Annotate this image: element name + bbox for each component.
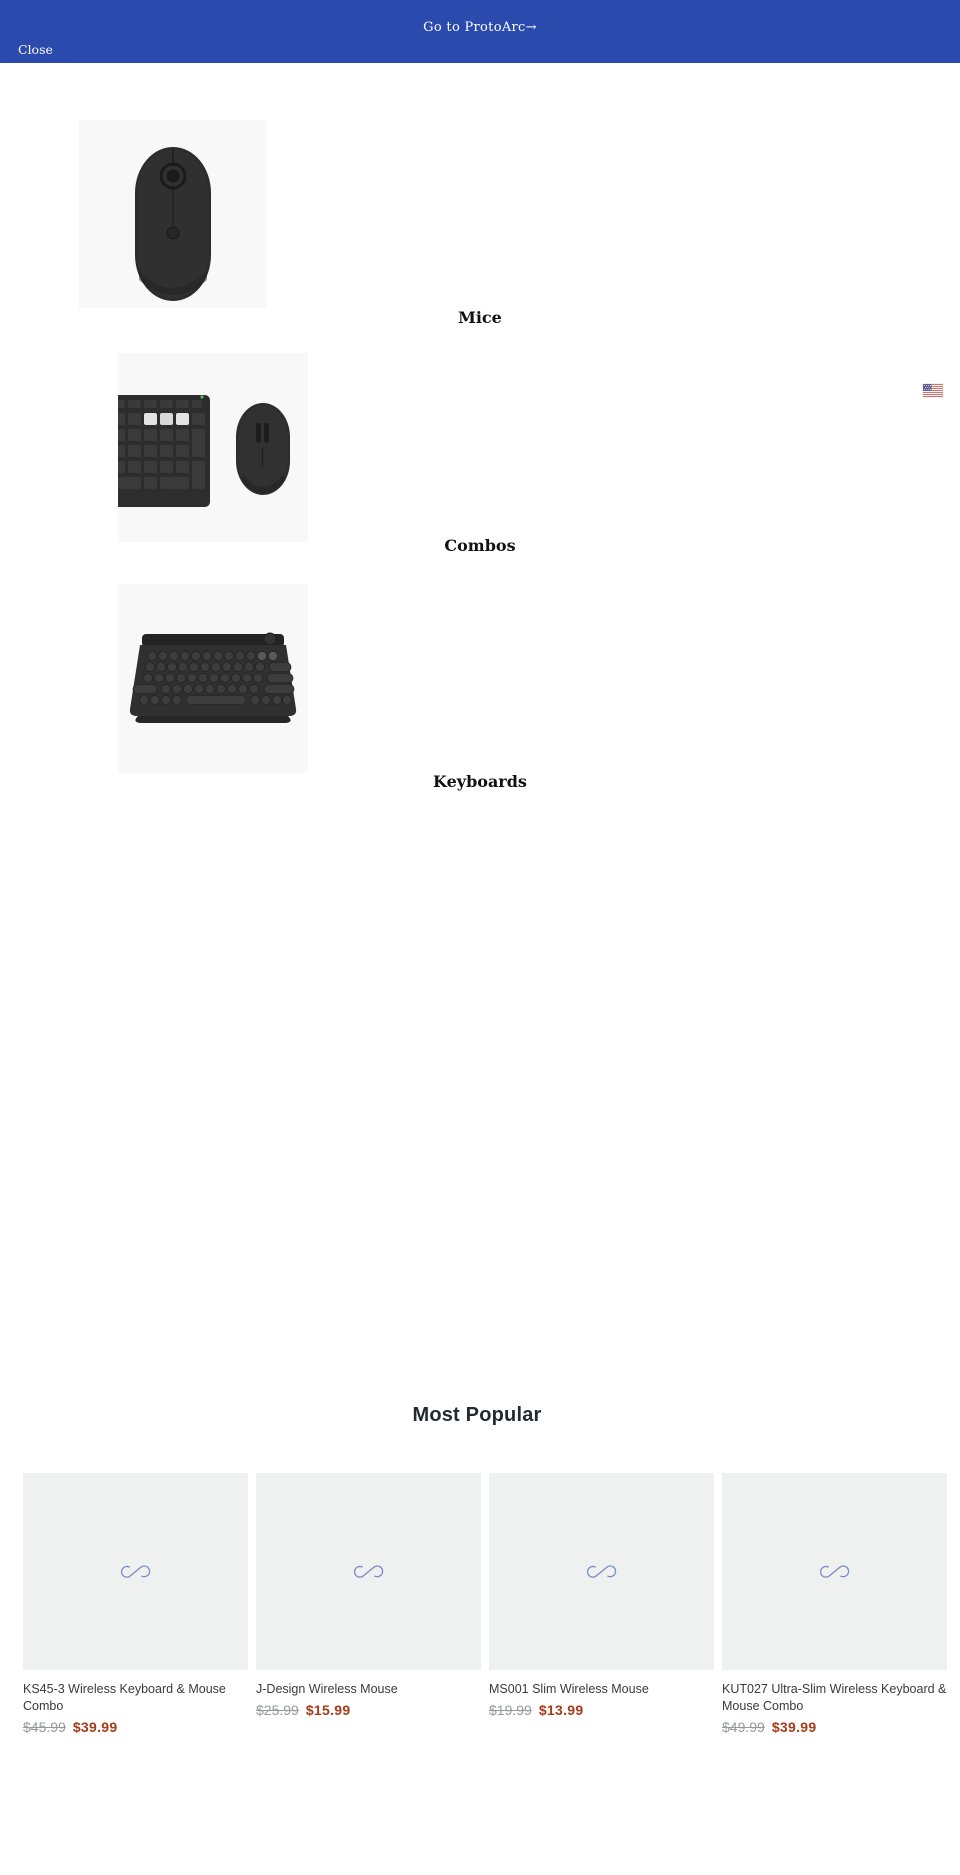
goto-protoarc-label: Go to ProtoArc bbox=[423, 20, 526, 35]
product-sale-price: $39.99 bbox=[771, 1719, 817, 1735]
product-card[interactable] bbox=[489, 1473, 714, 1735]
arrow-right-icon: → bbox=[525, 20, 537, 35]
product-image-placeholder bbox=[489, 1473, 714, 1670]
product-prices bbox=[23, 1719, 248, 1735]
keyboard-mouse-combo-photo bbox=[118, 353, 308, 542]
product-card[interactable] bbox=[722, 1473, 947, 1735]
product-image-placeholder bbox=[23, 1473, 248, 1670]
product-prices bbox=[489, 1702, 714, 1718]
product-title[interactable]: J-Design Wireless Mouse bbox=[256, 1682, 398, 1696]
product-sale-price: $13.99 bbox=[538, 1702, 584, 1718]
announcement-banner bbox=[0, 0, 960, 63]
product-old-price: $45.99 bbox=[23, 1719, 66, 1735]
close-button[interactable]: Close bbox=[18, 42, 53, 57]
product-title[interactable]: KUT027 Ultra-Slim Wireless Keyboard & Mouse Combo bbox=[722, 1682, 947, 1713]
product-old-price: $25.99 bbox=[256, 1702, 299, 1718]
category-image-mice[interactable] bbox=[79, 120, 266, 308]
keyboard-photo bbox=[118, 584, 308, 773]
product-prices bbox=[722, 1719, 947, 1735]
goto-protoarc-link[interactable] bbox=[0, 20, 960, 35]
category-label-mice[interactable]: Mice bbox=[458, 308, 502, 327]
most-popular-heading: Most Popular bbox=[412, 1404, 542, 1426]
category-image-combos[interactable] bbox=[118, 353, 308, 542]
product-image-placeholder bbox=[256, 1473, 481, 1670]
loading-icon bbox=[350, 1562, 388, 1582]
us-flag-icon[interactable] bbox=[923, 384, 943, 397]
category-label-keyboards[interactable]: Keyboards bbox=[433, 772, 527, 791]
product-title[interactable]: MS001 Slim Wireless Mouse bbox=[489, 1682, 649, 1696]
loading-icon bbox=[117, 1562, 155, 1582]
category-label-combos[interactable]: Combos bbox=[444, 536, 516, 555]
loading-icon bbox=[816, 1562, 854, 1582]
product-old-price: $19.99 bbox=[489, 1702, 532, 1718]
us-flag-graphic bbox=[923, 384, 943, 397]
product-image-placeholder bbox=[722, 1473, 947, 1670]
product-prices bbox=[256, 1702, 481, 1718]
product-card[interactable] bbox=[23, 1473, 248, 1735]
product-old-price: $49.99 bbox=[722, 1719, 765, 1735]
mouse-photo bbox=[79, 120, 266, 308]
category-image-keyboards[interactable] bbox=[118, 584, 308, 773]
product-title[interactable]: KS45-3 Wireless Keyboard & Mouse Combo bbox=[23, 1682, 226, 1713]
product-card-row bbox=[23, 1473, 947, 1735]
loading-icon bbox=[583, 1562, 621, 1582]
product-card[interactable] bbox=[256, 1473, 481, 1735]
product-sale-price: $15.99 bbox=[305, 1702, 351, 1718]
product-sale-price: $39.99 bbox=[72, 1719, 118, 1735]
